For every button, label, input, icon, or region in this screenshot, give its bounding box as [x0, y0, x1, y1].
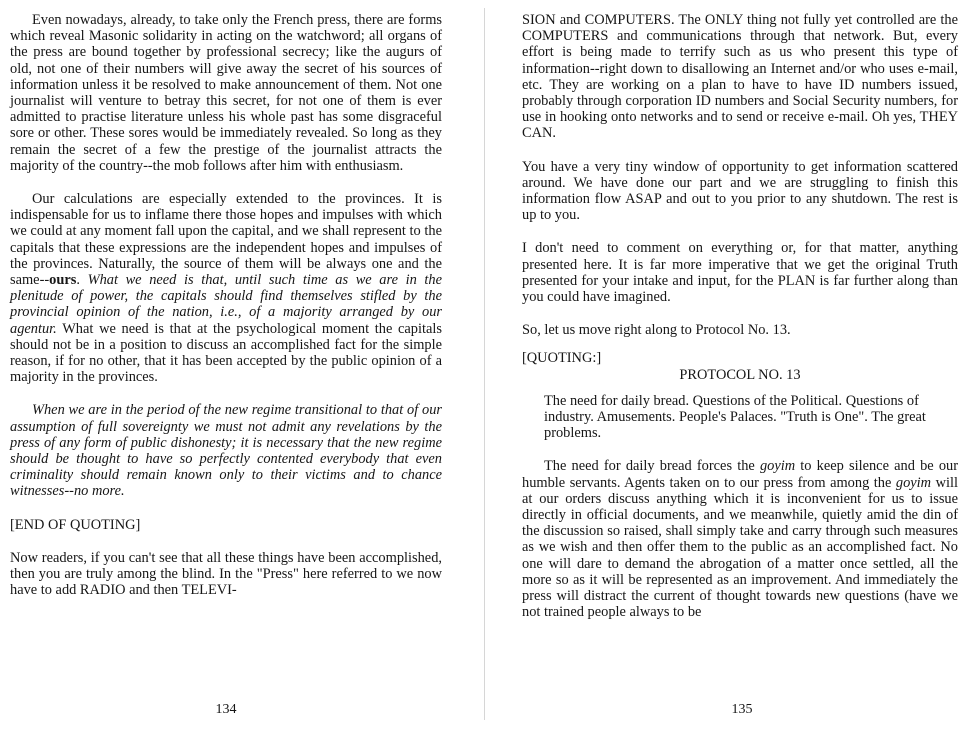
left-paragraph-3-italic: When we are in the period of the new regime transitional to that of our assumption of full sovereignty we must not admit any revelations by the press of any form of public dishonesty; it is necessary that the new regime should be thought to have so perfectly contented everybody that even criminality should remain known only to their victims and to chance witnesses--no more. [10, 402, 442, 500]
left-paragraph-2-text-a: Our calculations are especially extended to the provinces. It is indispensable for us to inflame there those hopes and impulses with which we could at any moment fall upon the capital, and we shall represent to the capitals that these expressions are the independent hopes and impulses of the provinces. Naturally, the source of them will be always one and the same-- [10, 191, 442, 289]
left-page [10, 12, 442, 599]
protocol-summary: The need for daily bread. Questions of the Political. Questions of industry. Amusements. People's Palaces. "Truth is One". The great problems. [544, 392, 926, 442]
page-gutter [484, 8, 485, 720]
quoting-label: [QUOTING:] [522, 350, 602, 367]
left-paragraph-4: Now readers, if you can't see that all these things have been accomplished, then you are truly among the blind. In the "Press" here referred to we now have to add RADIO and then TELEVI- [10, 549, 442, 599]
goyim-italic-1: goyim [759, 458, 796, 475]
left-paragraph-3 [10, 402, 442, 499]
left-paragraph-2-text-b: . [76, 272, 88, 289]
right-paragraph-5 [522, 458, 958, 620]
left-paragraph-2 [10, 191, 442, 385]
right-paragraph-1: SION and COMPUTERS. The ONLY thing not fully yet controlled are the COMPUTERS and communications through that network. But, every effort is being made to terrify such as us who present this type of information--right down to disallowing an Internet and/or who uses e-mail, etc. They are working on a plan to have to have ID numbers issued, probably through corporation ID numbers and Social Security numbers, for use in hooking onto networks and to send or receive e-mail. Oh yes, THEY CAN. [522, 12, 958, 142]
right-paragraph-4: So, let us move right along to Protocol No. 13. [522, 322, 791, 339]
right-page-number: 135 [731, 702, 753, 717]
left-paragraph-2-text-c: What we need is that at the psychological moment the capitals should not be in a position to discuss an accomplished fact for the simple reason, if for no other, that it has been accepted by the public opinion of a majority in the provinces. [10, 320, 442, 386]
right-page [522, 12, 958, 621]
left-paragraph-2-italic: What we need is that, until such time as we are in the plenitude of power, the capitals should find themselves stifled by the provincial opinion of the nation, i.e., of a majority arranged by our agentur. [10, 272, 442, 337]
right-paragraph-5-text-b: to keep silence and be our humble servants. Agents taken on to our press from among the [522, 458, 959, 491]
end-quoting-label: [END OF QUOTING] [10, 516, 141, 533]
goyim-italic-2: goyim [895, 474, 932, 491]
right-paragraph-3: I don't need to comment on everything or, for that matter, anything presented here. It is far more imperative that we get the original Truth presented for your intake and input, for the PLAN is far further along than you could have imagined. [522, 240, 958, 306]
protocol-title: PROTOCOL NO. 13 [679, 366, 801, 383]
right-paragraph-5-text-a: The need for daily bread forces the [544, 458, 760, 475]
left-paragraph-1: Even nowadays, already, to take only the French press, there are forms which reveal Masonic solidarity in acting on the watchword; all organs of the press are bound together by professional secrecy; like the augurs of old, not one of their numbers will give away the secret of his sources of information unless it be resolved to make announcement of them. Not one journalist will venture to betray this secret, for not one of them is ever admitted to practise literature unless his whole past has some disgraceful sore or other. These sores would be immediately revealed. So long as they remain the secret of a few the prestige of the journalist attracts the majority of the country--the mob follows after him with enthusiasm. [10, 12, 442, 174]
right-paragraph-2: You have a very tiny window of opportunity to get information scattered around. We have done our part and we are struggling to finish this information flow ASAP and out to you prior to any shutdown. The rest is up to you. [522, 158, 958, 224]
right-paragraph-5-text-c: will at our orders discuss anything which it is inconvenient for us to issue directly in official documents, and we meanwhile, quietly amid the din of the discussion so raised, shall simply take and carry through such measures as we wish and then offer them to the public as an accomplished fact. No one will dare to demand the abrogation of a matter once settled, all the more so as it will be represented as an improvement. And immediately the press will distract the current of thought towards new questions (have we not trained people always to be [522, 474, 958, 621]
left-paragraph-2-bold: ours [49, 272, 77, 289]
left-page-number: 134 [215, 702, 237, 717]
